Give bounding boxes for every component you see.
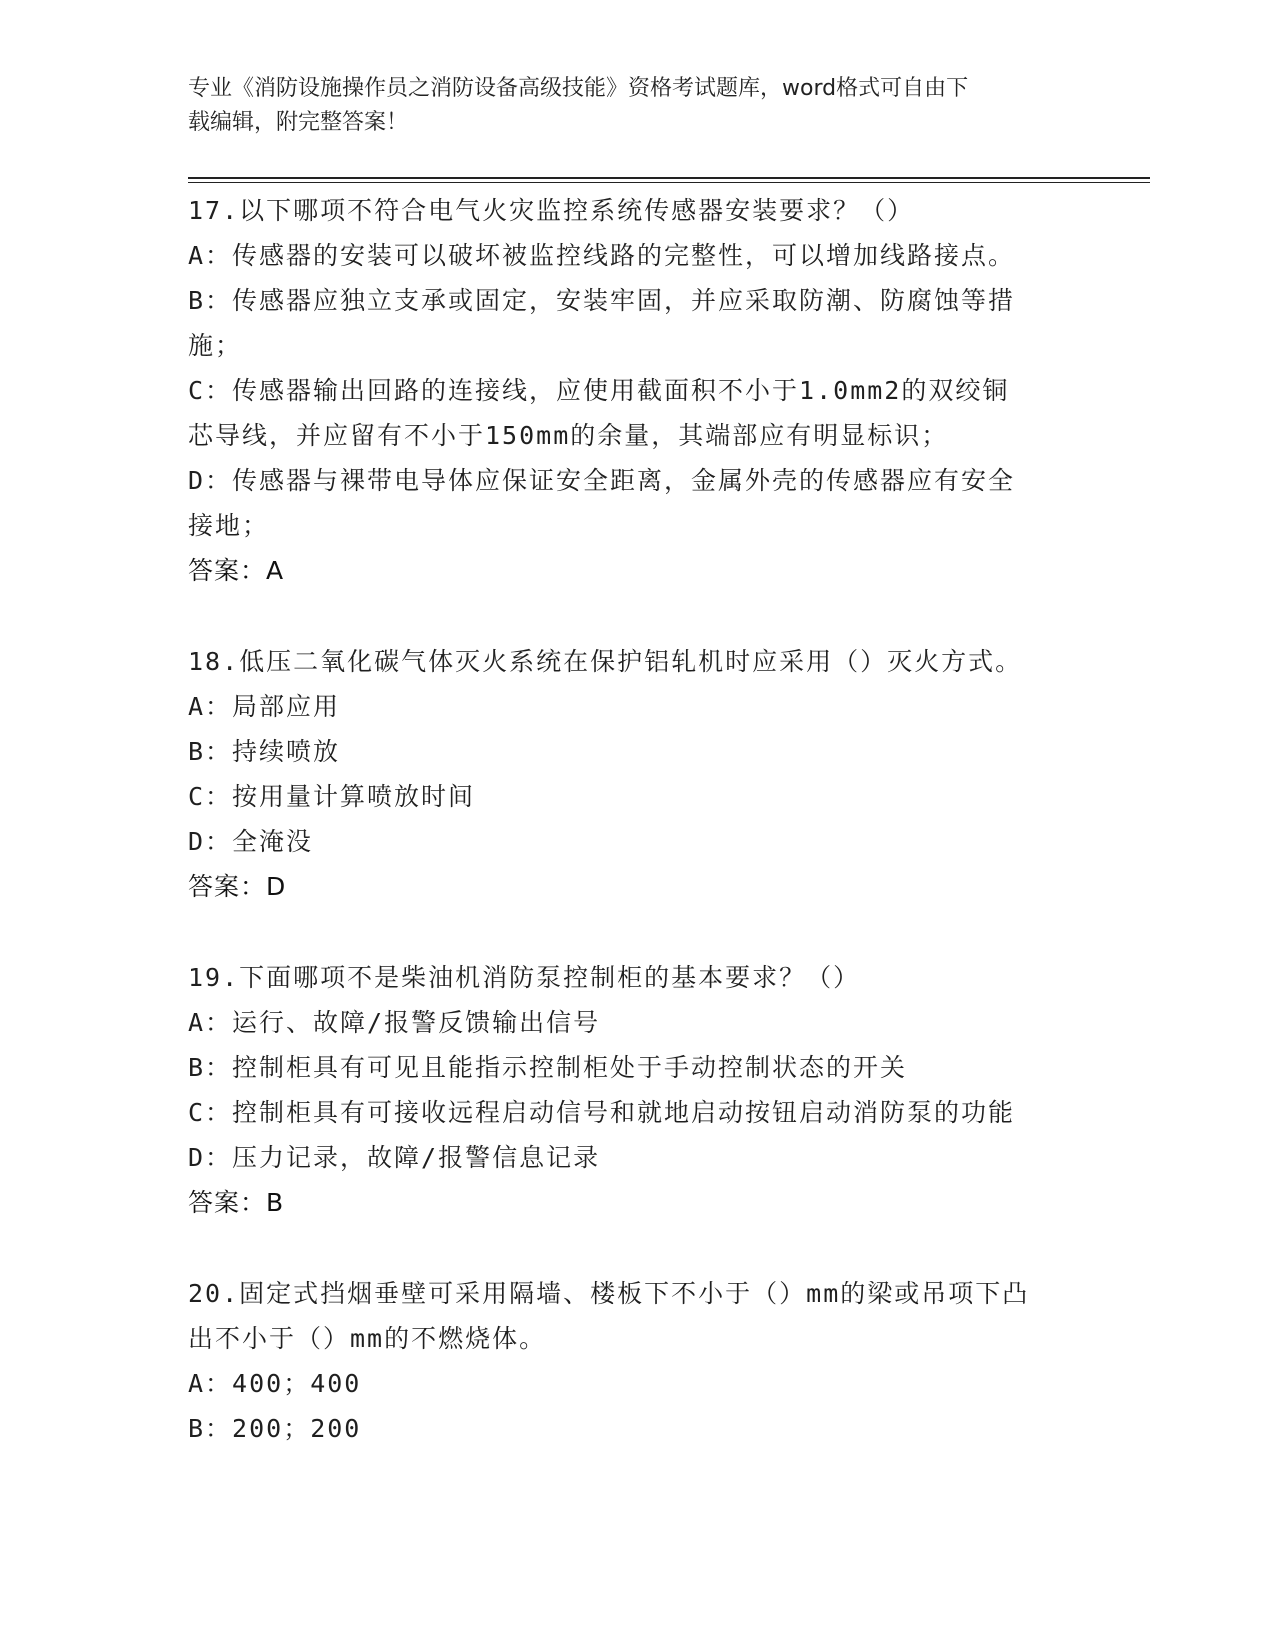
question-stem: 17.以下哪项不符合电气火灾监控系统传感器安装要求？（） <box>188 196 915 225</box>
question-stem: 18.低压二氧化碳气体灭火系统在保护铝轧机时应采用（）灭火方式。 <box>188 647 1023 676</box>
option-b-continued: 施； <box>188 331 243 360</box>
option-a: A：传感器的安装可以破坏被监控线路的完整性，可以增加线路接点。 <box>188 241 1016 270</box>
question-17 <box>188 188 1088 593</box>
answer-label: 答案：A <box>188 556 285 585</box>
question-20 <box>188 1271 1088 1451</box>
document-header <box>188 72 1068 140</box>
option-d: D：全淹没 <box>188 827 314 856</box>
answer-label: 答案：B <box>188 1188 285 1217</box>
question-stem: 19.下面哪项不是柴油机消防泵控制柜的基本要求？（） <box>188 963 861 992</box>
option-a: A：局部应用 <box>188 692 341 721</box>
header-line-2: 载编辑，附完整答案！ <box>188 110 409 135</box>
option-b: B：传感器应独立支承或固定，安装牢固，并应采取防潮、防腐蚀等措 <box>188 286 1016 315</box>
option-c: C：控制柜具有可接收远程启动信号和就地启动按钮启动消防泵的功能 <box>188 1098 1016 1127</box>
option-b: B：200；200 <box>188 1414 362 1443</box>
option-c-continued: 芯导线，并应留有不小于150mm的余量，其端部应有明显标识； <box>188 421 949 450</box>
option-b: B：控制柜具有可见且能指示控制柜处于手动控制状态的开关 <box>188 1053 908 1082</box>
option-d-continued: 接地； <box>188 511 270 540</box>
option-d: D：压力记录，故障/报警信息记录 <box>188 1143 601 1172</box>
question-stem: 20.固定式挡烟垂壁可采用隔墙、楼板下不小于（）mm的梁或吊项下凸 <box>188 1279 1030 1308</box>
option-c: C：传感器输出回路的连接线，应使用截面积不小于1.0mm2的双绞铜 <box>188 376 1010 405</box>
option-a: A：400；400 <box>188 1369 362 1398</box>
question-19 <box>188 955 1088 1225</box>
header-divider-thick <box>188 177 1150 179</box>
header-line-1: 专业《消防设施操作员之消防设备高级技能》资格考试题库，word格式可自由下 <box>188 76 969 101</box>
header-divider-thin <box>188 182 1150 183</box>
option-c: C：按用量计算喷放时间 <box>188 782 476 811</box>
option-a: A：运行、故障/报警反馈输出信号 <box>188 1008 601 1037</box>
answer-label: 答案：D <box>188 872 287 901</box>
option-b: B：持续喷放 <box>188 737 341 766</box>
question-list <box>188 188 1088 1497</box>
option-d: D：传感器与裸带电导体应保证安全距离，金属外壳的传感器应有安全 <box>188 466 1016 495</box>
question-18 <box>188 639 1088 909</box>
question-stem-continued: 出不小于（）mm的不燃烧体。 <box>188 1324 547 1353</box>
